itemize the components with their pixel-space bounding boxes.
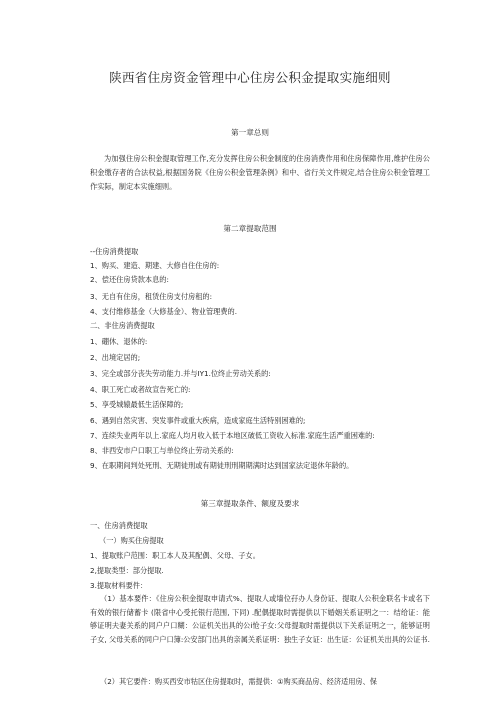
chapter-1-paragraph: 为加强住房公积金提取管理工作,充分发挥住房公积金制度的住房消费作用和住房保障作用,维护住房公积金缴存者的合法权益,根据国务院《住房公积金管理条例》和中、省行关文件规定,结合住房公积金管理工作实际，制定本实施细则。 bbox=[90, 154, 430, 191]
chapter-2-line: 4、职工死亡或者故宣告死亡的: bbox=[90, 385, 191, 394]
chapter-2-line: 二、非住房消费提取 bbox=[90, 321, 155, 330]
chapter-3-line: 一、住房消费提取 bbox=[90, 521, 148, 530]
chapter-2-line: 9、在职期间判处死刑、无期徒刑或有期徒刑刑期期满时达到国家法定退休年龄的。 bbox=[90, 461, 354, 470]
chapter-2-line: --住房消费提取 bbox=[90, 247, 139, 256]
chapter-2-line: 4、支付维修基金（大修基金）、物业管理费的. bbox=[90, 307, 238, 316]
chapter-2-line: 2、偿还住房贷款本息的: bbox=[90, 275, 169, 284]
chapter-2-line: 3、无自有住房，租赁住房支付房租的: bbox=[90, 292, 212, 301]
document-title: 陕西省住房资金管理中心住房公积金提取实施细则 bbox=[109, 70, 391, 85]
chapter-2-line: 6、遇到自然灾害、突发事件或重大疾病，造成家庭生活特别困难的; bbox=[90, 416, 306, 425]
chapter-3-line: 2,提取类型：部分提取. bbox=[90, 566, 164, 575]
chapter-3-paragraph: （2）其它要件：购买西安市牯区住房提取时，需提供：①购买商品房、经济适用房、保 bbox=[100, 677, 377, 686]
chapter-2-line: 7、连续失业两年以上.家庭人均月收入低于本地区破低工资收入标准.家庭生活严重困难的: bbox=[90, 431, 375, 440]
chapter-2-line: 8、非西安市户口职工与单位终止劳动关系的: bbox=[90, 446, 234, 455]
chapter-3-line: 3.提取材料要件： bbox=[90, 581, 148, 590]
chapter-3-paragraph: （1）基本要件：《住房公积金提取申请式%、提取人或墙位孖办人身份证、提取人公积金联名卡或名下有效的银行储蓄卡 (限省中心受托银行范围, 下同) .配偶提取时需提供以下婚姻关系证明之一：结给证：能够证明夫妻关系的同户户口糊：公证机关出具的公i怆子女:父母提取时需提供以下关系证明之一，能够证明子女, 父母关系的同户户口簿:公安部门出具的亲属关系证明：独生子女证：出生证：公证机关出具的公证书. bbox=[90, 594, 430, 644]
chapter-2-line: 1、硼休、退休的: bbox=[90, 337, 148, 346]
chapter-3-line: 1、提取账户范围：职工本人及其配偶、父母、子女。 bbox=[90, 551, 260, 560]
chapter-2-line: 2、出境定居的; bbox=[90, 353, 141, 362]
chapter-2-line: 1、购买、建造、期建、大修自住住房的: bbox=[90, 261, 220, 270]
chapter-3-line: （一）购买住房提取 bbox=[99, 536, 164, 545]
chapter-2-line: 3、完全或部分丧失劳动能力.并与IY1.位终止劳动关系的: bbox=[90, 369, 271, 378]
chapter-3-heading: 第三章提取条件、额度及要求 bbox=[200, 499, 300, 508]
chapter-2-heading: 第二章提取范围 bbox=[223, 224, 277, 233]
chapter-1-heading: 第一章总则 bbox=[231, 128, 269, 137]
chapter-2-line: 5、享受城辕最低生活保障的; bbox=[90, 400, 184, 409]
